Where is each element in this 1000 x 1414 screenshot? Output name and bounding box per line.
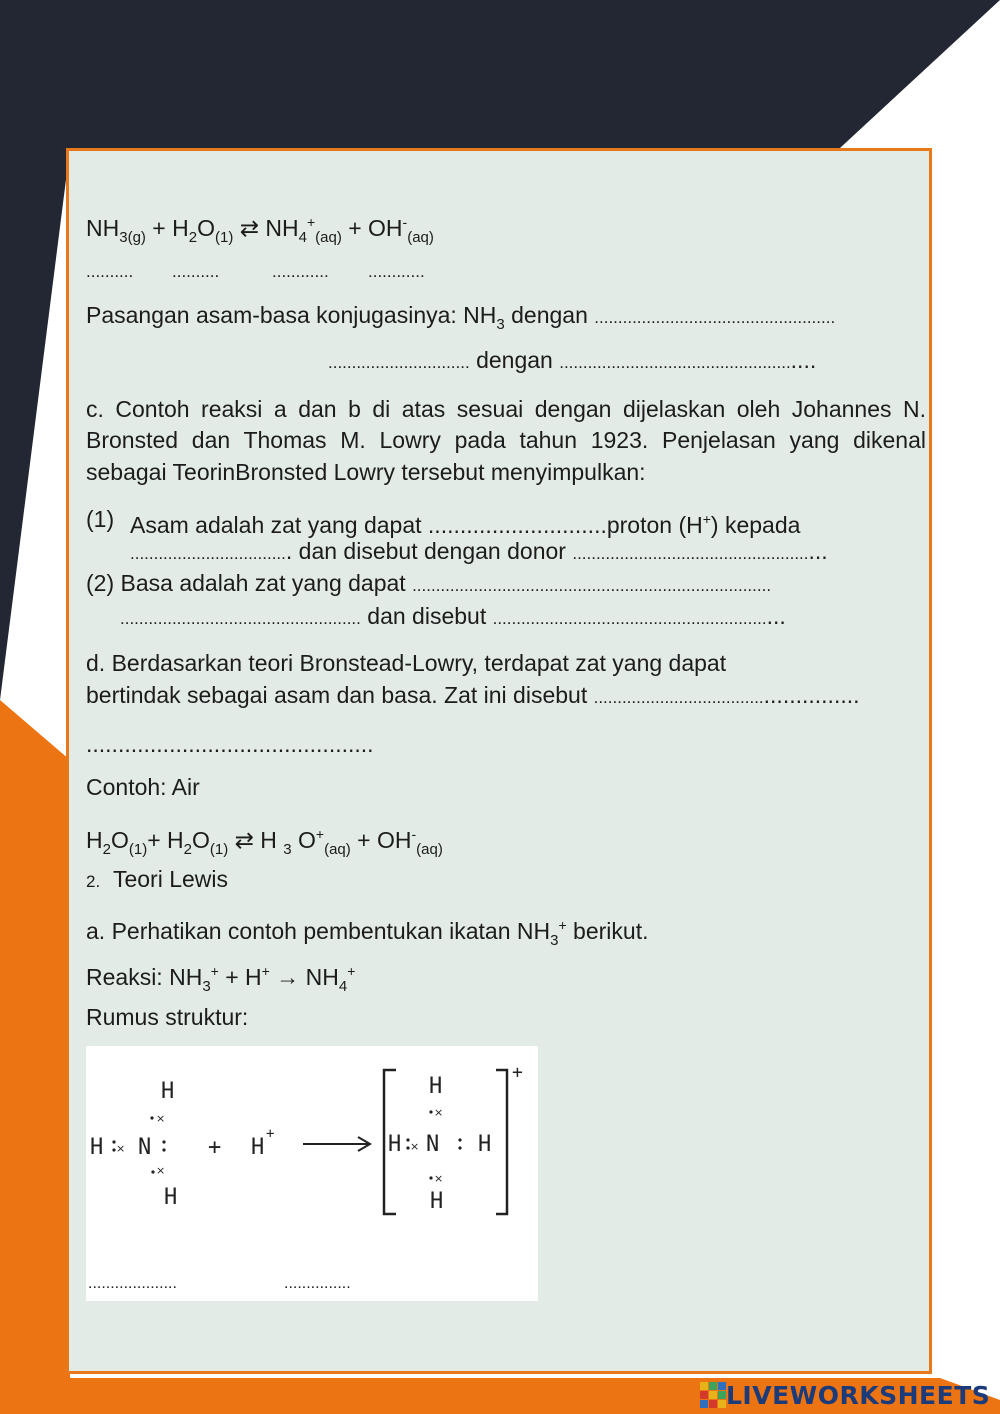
answer-blank-2[interactable]: .......... <box>172 262 220 281</box>
h-plus: H <box>251 1135 265 1160</box>
h-plus-charge: + <box>266 1126 275 1142</box>
item-1-line-2: .................................. dan disebut dengan donor ..................................................... <box>130 538 828 564</box>
left-h-left: H <box>90 1135 104 1160</box>
item-1-text: Asam adalah zat yang dapat ............................proton (H+) kepada <box>130 511 801 538</box>
para-c-line-1: c. Contoh reaksi a dan b di atas sesuai dengan dijelaskan oleh Johannes N. <box>86 396 926 422</box>
right-h-left: H <box>388 1132 402 1157</box>
complex-charge: + <box>512 1062 523 1083</box>
para-d-line-2: bertindak sebagai asam dan basa. Zat ini disebut ................................................... <box>86 682 860 708</box>
para-c-line-2: Bronsted dan Thomas M. Lowry pada tahun 1923. Penjelasan yang dikenal <box>86 427 926 453</box>
item-1-blank[interactable]: ................................. <box>130 544 286 563</box>
answer-blank-1[interactable]: .......... <box>86 262 134 281</box>
item-2-blank[interactable]: ............................................................................ <box>412 576 772 595</box>
right-n: N <box>426 1132 440 1157</box>
pasangan-blank-2[interactable]: .............................. <box>328 353 470 372</box>
diagram-blank-a[interactable]: .................... <box>88 1275 177 1292</box>
equation-ammonia: $NH_{3(g)} + H_2O_{(1)}$ ⇄ $NH_4^+_{(aq)} + OH^-_{(aq)}$ <box>86 214 434 246</box>
item-2-blank-3[interactable]: .......................................................... <box>492 609 767 628</box>
right-h-bottom: H <box>430 1189 444 1214</box>
left-n: N <box>138 1135 152 1160</box>
svg-text:×: × <box>410 1140 420 1153</box>
item-1-number: (1) <box>86 506 115 532</box>
pasangan-line-2: .............................. dengan ..................................................... <box>328 347 817 373</box>
answer-blank-3[interactable]: ............ <box>272 262 329 281</box>
right-h-right: H <box>478 1132 492 1157</box>
right-h-top: H <box>429 1074 443 1099</box>
section-2-heading: 2. Teori Lewis <box>86 866 229 892</box>
pasangan-line: Pasangan asam-basa konjugasinya: $NH_3$ dengan ................................................... <box>86 302 836 333</box>
logo-icon <box>700 1382 726 1408</box>
para-c-line-3: sebagai TeorinBronsted Lowry tersebut menyimpulkan: <box>86 459 646 485</box>
svg-text:×: × <box>434 1172 444 1185</box>
contoh-label: Contoh: Air <box>86 774 200 800</box>
plus-sign: + <box>208 1135 222 1160</box>
liveworksheets-logo[interactable] <box>700 1380 990 1410</box>
lewis-structure-svg <box>86 1046 538 1301</box>
equation-water: $H_2O_{(1)}+ H_2O_{(1)}$ ⇄ H $_3$ $O^+_{(aq)} + OH^-_{(aq)}$ <box>86 826 443 858</box>
answer-blank-4[interactable]: ............ <box>368 262 425 281</box>
reaksi-line: Reaksi: $NH_3^+ + H^+ \to NH_4^+$ <box>86 963 356 995</box>
svg-text:×: × <box>156 1112 166 1125</box>
diagram-blank-b[interactable]: ............... <box>284 1275 351 1292</box>
pasangan-blank-3[interactable]: ................................................. <box>559 353 791 372</box>
item-2-blank-2[interactable]: ................................................... <box>120 609 361 628</box>
item-2-line-2: ................................................... dan disebut ............................................................. <box>120 603 786 629</box>
item-1-donor-blank[interactable]: .................................................. <box>572 544 809 563</box>
lewis-structure-diagram <box>86 1046 538 1301</box>
para-a: a. Perhatikan contoh pembentukan ikatan $NH_3^+$ berikut. <box>86 917 649 949</box>
para-d-line-1: d. Berdasarkan teori Bronstead-Lowry, terdapat zat yang dapat <box>86 650 727 676</box>
rumus-label: Rumus struktur: <box>86 1004 249 1030</box>
svg-text:×: × <box>156 1164 166 1177</box>
pasangan-blank-1[interactable]: ................................................... <box>594 308 836 327</box>
amfoter-blank-line[interactable]: ............................................. <box>86 731 374 757</box>
left-h-bottom: H <box>164 1185 178 1210</box>
amfoter-blank[interactable]: .................................... <box>593 688 764 707</box>
svg-text:×: × <box>116 1142 126 1155</box>
item-2-text: (2) Basa adalah zat yang dapat ............................................................................ <box>86 570 772 596</box>
left-h-top: H <box>161 1079 175 1104</box>
svg-text:×: × <box>434 1106 444 1119</box>
logo-text: LIVEWORKSHEETS <box>726 1380 991 1410</box>
reaction-arrow <box>303 1137 370 1151</box>
